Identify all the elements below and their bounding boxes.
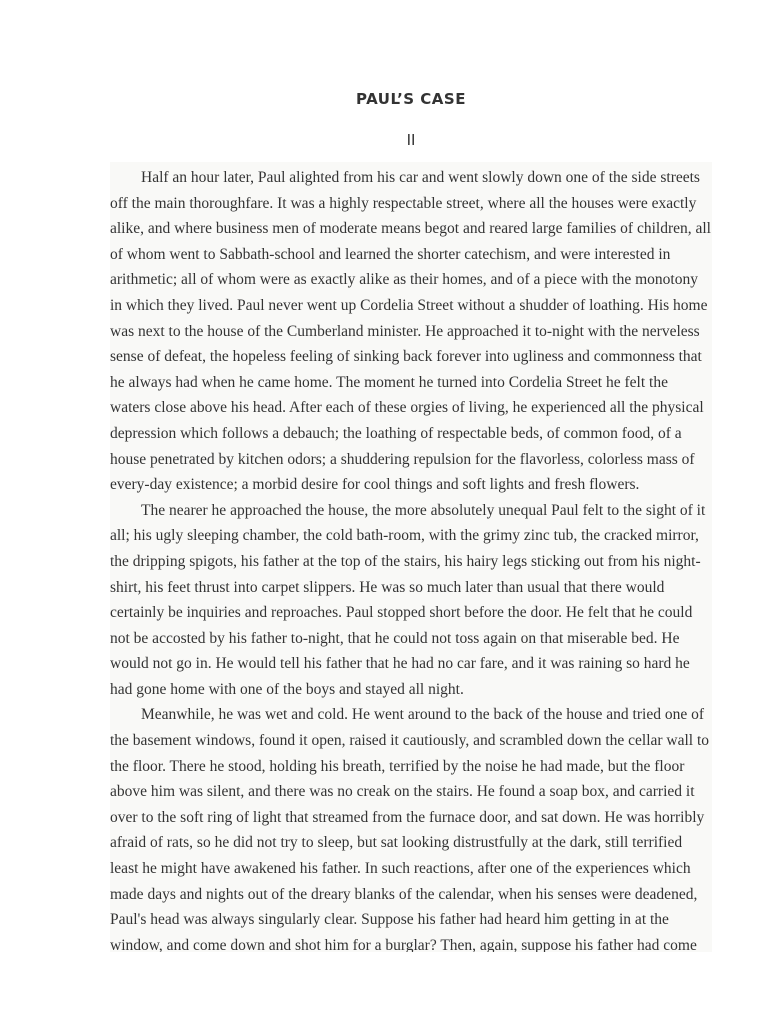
page-title: PAUL’S CASE [356, 90, 466, 108]
paragraph-2: The nearer he approached the house, the more absolutely unequal Paul felt to the sight of it all; his ugly sleeping chamber, the cold bath-room, with the grimy zinc tub, the cracked mirror, the dripping spigots, his father at the top of the stairs, his hairy legs sticking out from his night-shirt, his feet thrust into carpet slippers. He was so much later than usual that there would certainly be inquiries and reproaches. Paul stopped short before the door. He felt that he could not be accosted by his father to-night, that he could not toss again on that miserable bed. He would not go in. He would tell his father that he had no car fare, and it was raining so hard he had gone home with one of the boys and stayed all night. [110, 501, 706, 698]
chapter-number: II [406, 131, 416, 149]
paragraph-3: Meanwhile, he was wet and cold. He went around to the back of the house and tried one of the basement windows, found it open, raised it cautiously, and scrambled down the cellar wall to the floor. There he stood, holding his breath, terrified by the noise he had made, but the floor above him was silent, and there was no creak on the stairs. He found a soap box, and carried it over to the soft ring of light that streamed from the furnace door, and sat down. He was horribly afraid of rats, so he did not try to sleep, but sat looking distrustfully at the dark, still terrified least he might have awakened his father. In such reactions, after one of the experiences which made days and nights out of the dreary blanks of the calendar, when his senses were deadened, Paul's head was always singularly clear. Suppose his father had heard him getting in at the window, and come down and shot him for a burglar? Then, again, suppose his father had come [110, 706, 710, 952]
paragraph-1: Half an hour later, Paul alighted from his car and went slowly down one of the side streets off the main thoroughfare. It was a highly respectable street, where all the houses were exactly alike, and where business men of moderate means begot and reared large families of children, all of whom went to Sabbath-school and learned the shorter catechism, and were interested in arithmetic; all of whom were as exactly alike as their homes, and of a piece with the monotony in which they lived. Paul never went up Cordelia Street without a shudder of loathing. His home was next to the house of the Cumberland minister. He approached it to-night with the nerveless sense of defeat, the hopeless feeling of sinking back forever into ugliness and commonness that he always had when he came home. The moment he turned into Cordelia Street he felt the waters close above his head. After each of these orgies of living, he experienced all the physical depression which follows a debauch; the loathing of respectable beds, of common food, of a house penetrated by kitchen odors; a shuddering repulsion for the flavorless, colorless mass of every-day existence; a morbid desire for cool things and soft lights and fresh flowers. [110, 169, 711, 494]
story-text [110, 162, 712, 952]
